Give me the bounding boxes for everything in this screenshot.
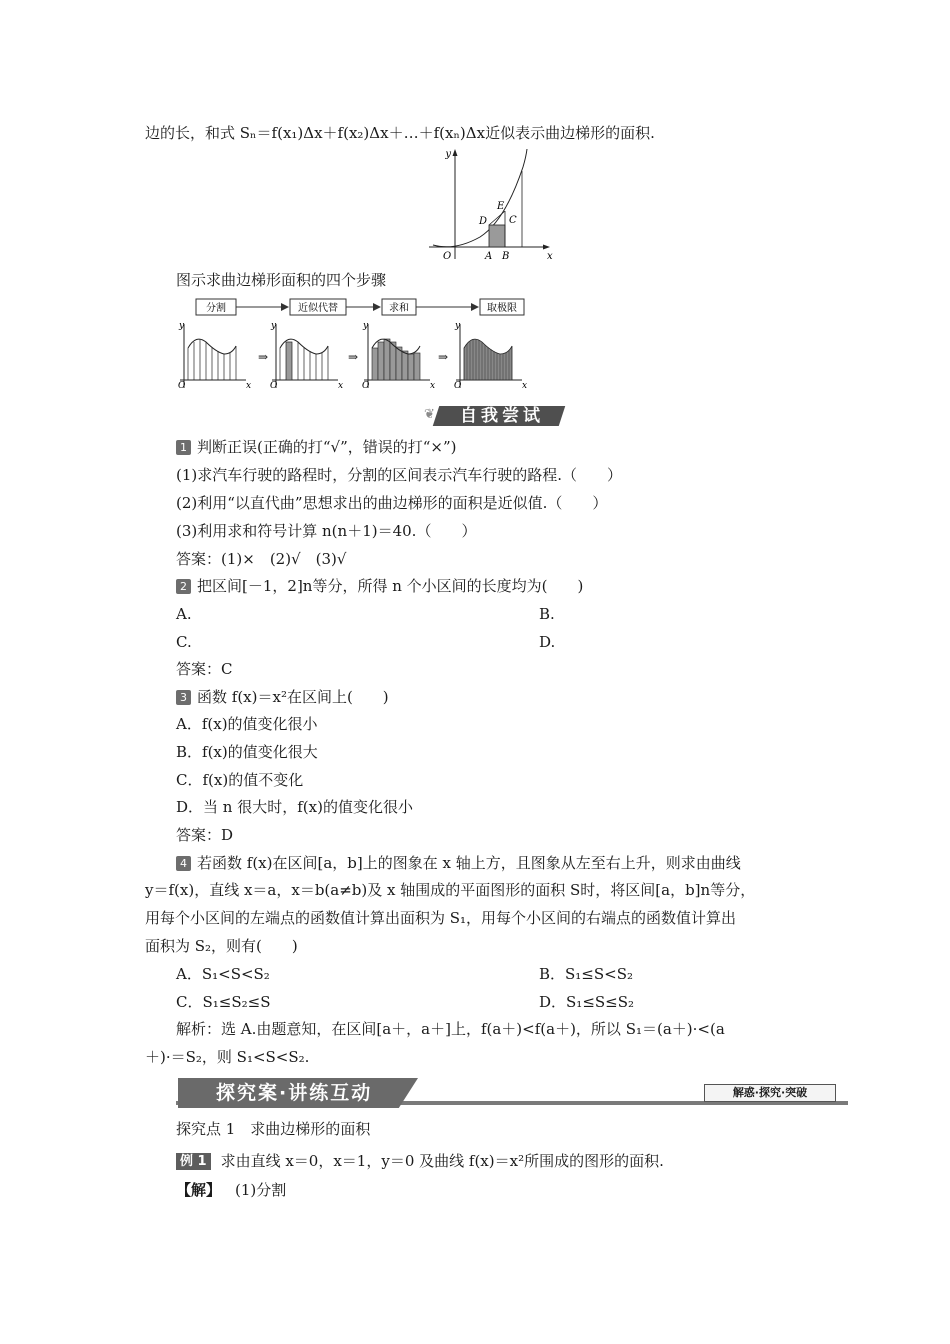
explore-title: 探究案·讲练互动 xyxy=(216,1082,373,1104)
four-steps-diagram xyxy=(176,296,548,400)
q1-number: 1 xyxy=(176,440,191,455)
implies-3: ⇒ xyxy=(438,350,449,364)
q4-line-4: 面积为 S₂，则有( ) xyxy=(145,937,298,955)
curve-figure xyxy=(425,147,555,267)
q1-stem: 1 判断正误(正确的打“√”，错误的打“×”) xyxy=(176,437,457,457)
label-x: x xyxy=(547,251,553,262)
q2-option-c: C. xyxy=(176,633,192,651)
svg-text:y: y xyxy=(179,321,185,331)
step-label-sum: 求和 xyxy=(389,303,409,314)
q3-option-b: B．f(x)的值变化很大 xyxy=(176,743,318,761)
svg-text:x: x xyxy=(246,381,252,391)
label-e: E xyxy=(497,201,505,212)
label-y: y xyxy=(445,149,451,160)
svg-text:x: x xyxy=(522,381,528,391)
self-try-banner xyxy=(424,404,566,428)
solution-line xyxy=(176,1180,286,1200)
q4-option-a: A．S₁<S<S₂ xyxy=(176,965,270,983)
q3-option-d: D．当 n 很大时，f(x)的值变化很小 xyxy=(176,798,413,816)
label-b: B xyxy=(502,251,510,262)
self-try-title: 自我尝试 xyxy=(460,406,544,426)
q4-option-b: B．S₁≤S<S₂ xyxy=(539,965,634,983)
intro-sentence: 边的长，和式 Sₙ＝f(x₁)Δx＋f(x₂)Δx＋…＋f(xₙ)Δx近似表示曲边梯形的面积. xyxy=(145,124,655,142)
q4-line-1: 4 若函数 f(x)在区间[a，b]上的图象在 x 轴上方，且图象从左至右上升，则求由曲线 xyxy=(176,853,741,873)
label-o: O xyxy=(443,251,452,262)
example-badge: 例 1 xyxy=(176,1153,211,1170)
q2-answer: 答案：C xyxy=(176,660,233,678)
q3-option-c: C．f(x)的值不变化 xyxy=(176,771,304,789)
svg-text:y: y xyxy=(363,321,369,331)
q1-item-2: (2)利用“以直代曲”思想求出的曲边梯形的面积是近似值.（ ） xyxy=(176,494,608,512)
q1-item-1: (1)求汽车行驶的路程时，分割的区间表示汽车行驶的路程.（ ） xyxy=(176,466,623,484)
leaf-icon: ❦ xyxy=(424,407,435,422)
implies-1: ⇒ xyxy=(258,350,269,364)
panel-approx xyxy=(270,321,343,391)
step-label-split: 分割 xyxy=(206,303,226,314)
q2-option-a: A. xyxy=(176,605,192,623)
curve xyxy=(433,149,527,247)
panel-limit xyxy=(454,321,527,391)
svg-text:y: y xyxy=(271,321,277,331)
svg-text:O: O xyxy=(270,381,278,391)
q4-number: 4 xyxy=(176,856,191,871)
example-1: 例 1 求由直线 x＝0，x＝1，y＝0 及曲线 f(x)＝x²所围成的图形的面积. xyxy=(176,1151,664,1171)
steps-caption: 图示求曲边梯形面积的四个步骤 xyxy=(176,271,387,289)
panel-sum xyxy=(362,321,435,391)
step-label-approx: 近似代替 xyxy=(298,303,338,314)
explore-point-title: 探究点 1 求曲边梯形的面积 xyxy=(176,1120,371,1138)
q2-number: 2 xyxy=(176,579,191,594)
q1-answer: 答案：(1)× (2)√ (3)√ xyxy=(176,550,347,568)
svg-text:x: x xyxy=(430,381,436,391)
label-c: C xyxy=(509,215,517,226)
svg-text:y: y xyxy=(455,321,461,331)
label-a: A xyxy=(485,251,493,262)
q4-option-c: C．S₁≤S₂≤S xyxy=(176,993,271,1011)
svg-text:O: O xyxy=(454,381,462,391)
q2-option-b: B. xyxy=(539,605,555,623)
explore-tag: 解惑·探究·突破 xyxy=(704,1084,836,1102)
q3-option-a: A．f(x)的值变化很小 xyxy=(176,715,318,733)
solution-text: (1)分割 xyxy=(235,1181,287,1199)
solution-label: 【解】 xyxy=(176,1181,222,1199)
step-label-limit: 取极限 xyxy=(487,303,517,314)
q3-number: 3 xyxy=(176,690,191,705)
q4-line-3: 用每个小区间的左端点的函数值计算出面积为 S₁，用每个小区间的右端点的函数值计算出 xyxy=(145,909,737,927)
implies-2: ⇒ xyxy=(348,350,359,364)
svg-text:x: x xyxy=(338,381,344,391)
q3-stem: 3 函数 f(x)＝x²在区间上( ) xyxy=(176,687,389,707)
q4-analysis-1: 解析：选 A.由题意知，在区间[a＋，a＋]上，f(a＋)<f(a＋)，所以 S₁＝(a＋)·<(a xyxy=(176,1020,725,1038)
svg-text:O: O xyxy=(178,381,186,391)
q1-item-3: (3)利用求和符号计算 n(n＋1)＝40.（ ） xyxy=(176,522,477,540)
label-d: D xyxy=(479,216,488,227)
explore-banner xyxy=(176,1078,848,1108)
q4-analysis-2: ＋)·＝S₂，则 S₁<S<S₂. xyxy=(145,1048,310,1066)
panel-split xyxy=(178,321,251,391)
shaded-rectangle xyxy=(489,225,505,247)
q2-stem: 2 把区间[－1，2]n等分，所得 n 个小区间的长度均为( ) xyxy=(176,576,583,596)
q4-option-d: D．S₁≤S≤S₂ xyxy=(539,993,635,1011)
q3-answer: 答案：D xyxy=(176,826,234,844)
svg-text:O: O xyxy=(362,381,370,391)
q2-option-d: D. xyxy=(539,633,556,651)
q4-line-2: y＝f(x)，直线 x＝a，x＝b(a≠b)及 x 轴围成的平面图形的面积 S时，将区间[a，b]n等分， xyxy=(145,881,756,899)
